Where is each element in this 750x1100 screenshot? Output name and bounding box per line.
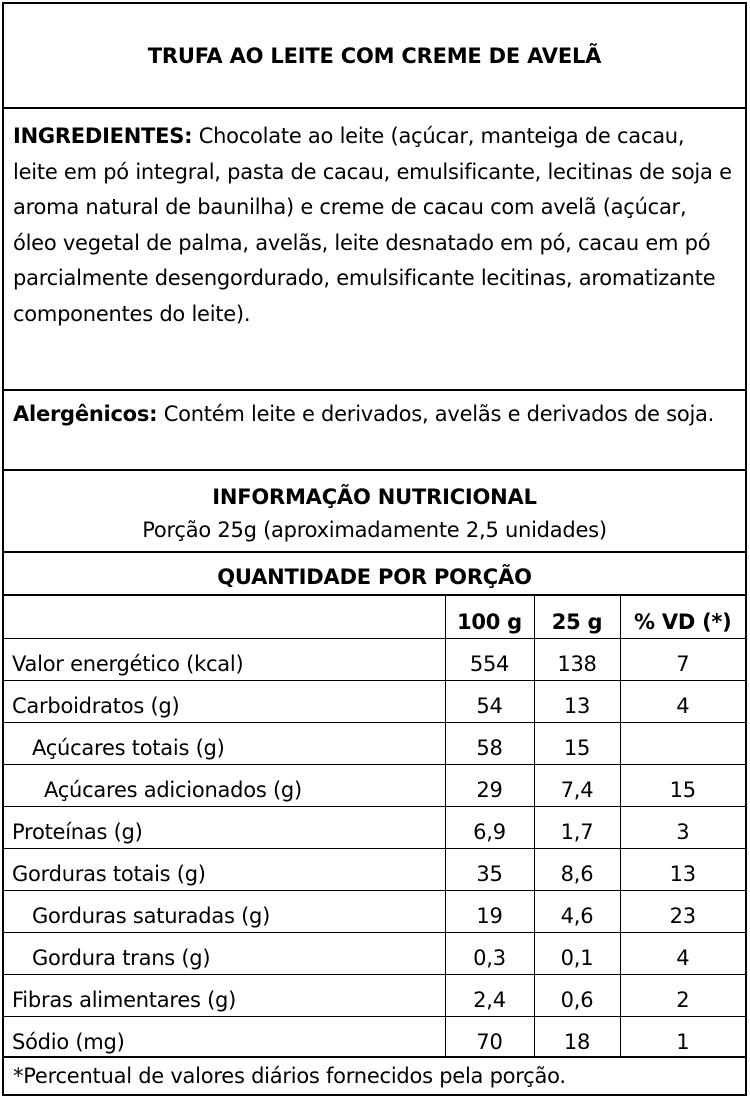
nutrient-name: Açúcares totais (g) bbox=[4, 722, 445, 764]
portion-text: Porção 25g (aproximadamente 2,5 unidades) bbox=[142, 518, 607, 542]
value-vd: 1 bbox=[620, 1016, 745, 1058]
value-vd: 15 bbox=[620, 764, 745, 806]
value-100g: 35 bbox=[445, 848, 534, 890]
value-25g: 15 bbox=[534, 722, 620, 764]
table-row bbox=[4, 890, 745, 932]
ingredients-label: INGREDIENTES: bbox=[13, 124, 193, 148]
value-100g: 6,9 bbox=[445, 806, 534, 848]
product-title: TRUFA AO LEITE COM CREME DE AVELÃ bbox=[147, 43, 602, 68]
value-vd: 2 bbox=[620, 974, 745, 1016]
nutrient-name: Carboidratos (g) bbox=[4, 680, 445, 722]
nutrition-title: INFORMAÇÃO NUTRICIONAL bbox=[212, 485, 537, 509]
value-100g: 29 bbox=[445, 764, 534, 806]
value-100g: 70 bbox=[445, 1016, 534, 1058]
value-100g: 0,3 bbox=[445, 932, 534, 974]
allergens-section bbox=[4, 391, 745, 471]
nutrition-table-section bbox=[4, 596, 745, 1058]
quantity-header: QUANTIDADE POR PORÇÃO bbox=[217, 564, 532, 589]
nutrition-info-section bbox=[4, 471, 745, 553]
column-header-name bbox=[4, 596, 445, 638]
value-100g: 54 bbox=[445, 680, 534, 722]
value-100g: 19 bbox=[445, 890, 534, 932]
value-25g: 0,6 bbox=[534, 974, 620, 1016]
ingredients-text: Chocolate ao leite (açúcar, manteiga de cacau, leite em pó integral, pasta de cacau, emulsificante, lecitinas de soja e aroma natural de baunilha) e creme de cacau com avelã (açúcar, óleo vegetal de palma, avelãs, leite desnatado em pó, cacau em pó parcialmente desengordurado, emulsificante lecitinas, aromatizante componentes do leite). bbox=[13, 124, 732, 326]
value-25g: 4,6 bbox=[534, 890, 620, 932]
value-25g: 138 bbox=[534, 638, 620, 680]
table-row bbox=[4, 932, 745, 974]
value-100g: 554 bbox=[445, 638, 534, 680]
table-row bbox=[4, 848, 745, 890]
ingredients-section bbox=[4, 109, 745, 391]
table-row bbox=[4, 764, 745, 806]
table-row bbox=[4, 680, 745, 722]
value-vd: 4 bbox=[620, 932, 745, 974]
nutrition-label bbox=[2, 2, 747, 1096]
table-row bbox=[4, 806, 745, 848]
column-header-25g: 25 g bbox=[534, 596, 620, 638]
value-25g: 0,1 bbox=[534, 932, 620, 974]
column-header-vd: % VD (*) bbox=[620, 596, 745, 638]
column-header-100g: 100 g bbox=[445, 596, 534, 638]
quantity-section bbox=[4, 553, 745, 596]
value-25g: 8,6 bbox=[534, 848, 620, 890]
nutrient-name: Proteínas (g) bbox=[4, 806, 445, 848]
footnote: *Percentual de valores diários fornecidos pela porção. bbox=[13, 1064, 566, 1088]
title-section bbox=[4, 4, 745, 109]
value-vd: 7 bbox=[620, 638, 745, 680]
nutrient-name: Gorduras saturadas (g) bbox=[4, 890, 445, 932]
value-vd: 4 bbox=[620, 680, 745, 722]
nutrient-name: Gorduras totais (g) bbox=[4, 848, 445, 890]
table-header-row bbox=[4, 596, 745, 638]
value-100g: 58 bbox=[445, 722, 534, 764]
nutrition-table bbox=[4, 596, 745, 1058]
value-100g: 2,4 bbox=[445, 974, 534, 1016]
value-vd: 13 bbox=[620, 848, 745, 890]
nutrient-name: Gordura trans (g) bbox=[4, 932, 445, 974]
nutrient-name: Açúcares adicionados (g) bbox=[4, 764, 445, 806]
allergens-label: Alergênicos: bbox=[13, 402, 158, 426]
nutrient-name: Fibras alimentares (g) bbox=[4, 974, 445, 1016]
table-row bbox=[4, 638, 745, 680]
nutrient-name: Sódio (mg) bbox=[12, 1030, 125, 1054]
value-vd: 3 bbox=[620, 806, 745, 848]
value-vd bbox=[620, 722, 745, 764]
allergens-text: Contém leite e derivados, avelãs e derivados de soja. bbox=[163, 402, 715, 426]
table-row bbox=[4, 722, 745, 764]
table-row bbox=[4, 1016, 745, 1058]
table-row bbox=[4, 974, 745, 1016]
value-25g: 1,7 bbox=[534, 806, 620, 848]
value-25g: 18 bbox=[534, 1016, 620, 1058]
value-vd: 23 bbox=[620, 890, 745, 932]
value-25g: 13 bbox=[534, 680, 620, 722]
value-25g: 7,4 bbox=[534, 764, 620, 806]
nutrient-name: Valor energético (kcal) bbox=[4, 638, 445, 680]
